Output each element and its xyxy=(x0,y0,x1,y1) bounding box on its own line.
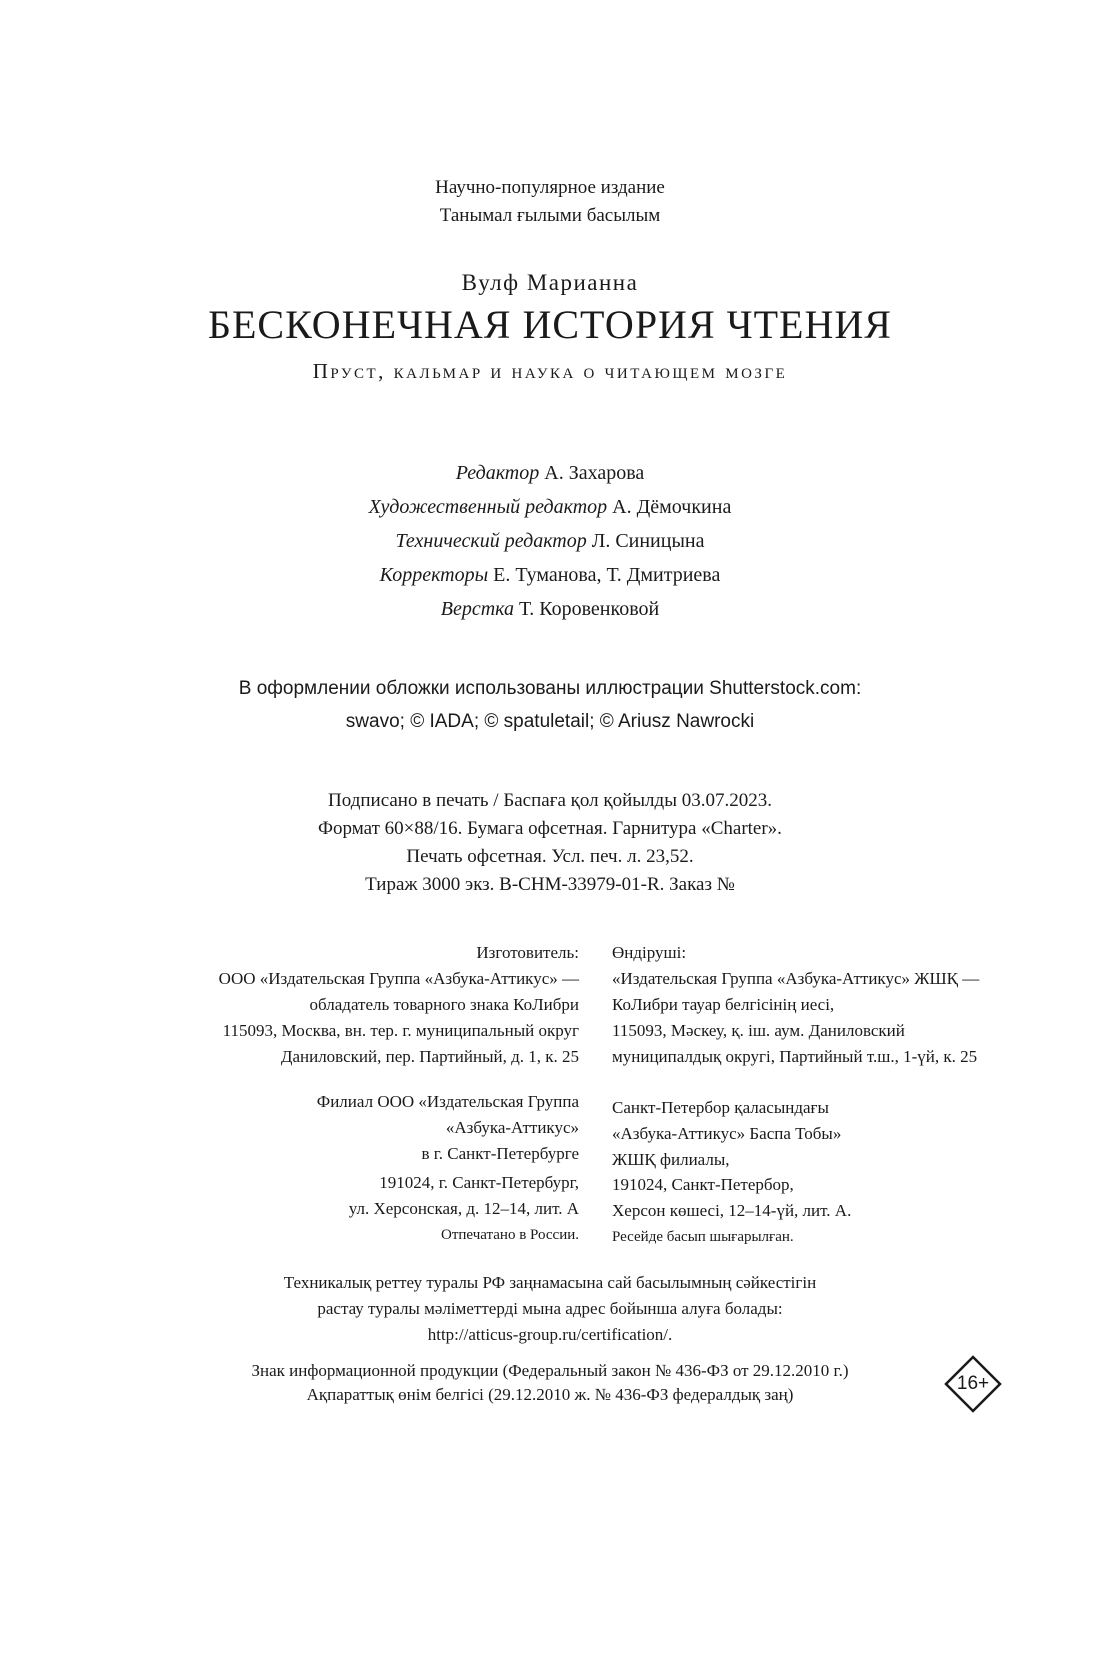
manufacturer-ru xyxy=(219,940,579,1070)
credit-role: Корректоры xyxy=(379,564,489,586)
manufacturer-ru-line: Даниловский, пер. Партийный, д. 1, к. 25 xyxy=(280,1047,579,1066)
series-line-kz: Танымал ғылыми басылым xyxy=(439,205,661,226)
manufacturer-ru-line: ООО «Издательская Группа «Азбука-Аттикус» — xyxy=(218,969,579,988)
credit-line xyxy=(0,558,1100,592)
credit-line xyxy=(0,490,1100,524)
manufacturer-kz-line: «Издательская Группа «Азбука-Аттикус» ЖШҚ — xyxy=(612,969,980,988)
age-rating-badge xyxy=(944,1355,1002,1413)
address-kz xyxy=(612,1172,851,1250)
address-kz-line: Херсон көшесі, 12–14-үй, лит. А. xyxy=(612,1201,852,1220)
credit-name: А. Дёмочкина xyxy=(607,496,732,518)
age-rating-label: 16+ xyxy=(956,1373,990,1394)
manufacturer-ru-line: Изготовитель: xyxy=(476,943,579,962)
info-product-line-ru: Знак информационной продукции (Федеральный закон № 436-ФЗ от 29.12.2010 г.) xyxy=(251,1361,849,1380)
certification-note xyxy=(0,1270,1100,1348)
credit-name: Л. Синицына xyxy=(586,530,705,552)
credit-line xyxy=(0,524,1100,558)
cover-credits-line: swavo; © IADA; © spatuletail; © Ariusz Nawrocki xyxy=(345,711,755,732)
credit-name: Т. Коровенковой xyxy=(514,598,660,620)
branch-kz-line: «Азбука-Аттикус» Баспа Тобы» xyxy=(612,1124,842,1143)
series-block xyxy=(0,174,1100,230)
print-line: Печать офсетная. Усл. печ. л. 23,52. xyxy=(406,846,694,867)
certification-line: Техникалық реттеу туралы РФ заңнамасына сай басылымның сәйкестігін xyxy=(283,1273,817,1292)
credits-block xyxy=(0,456,1100,626)
credit-name: Е. Туманова, Т. Дмитриева xyxy=(488,564,721,586)
cover-credits-line: В оформлении обложки использованы иллюстрации Shutterstock.com: xyxy=(238,678,862,699)
branch-ru xyxy=(317,1089,579,1167)
credit-role: Художественный редактор xyxy=(368,496,608,518)
print-line: Тираж 3000 экз. В-CHM-33979-01-R. Заказ № xyxy=(365,874,735,895)
manufacturer-kz-line: КоЛибри тауар белгісінің иесі, xyxy=(612,995,835,1014)
manufacturer-kz-line: Өндіруші: xyxy=(612,943,687,962)
certification-line: растау туралы мәліметтерді мына адрес бойынша алуға болады: xyxy=(317,1299,783,1318)
address-ru-line: 191024, г. Санкт-Петербург, xyxy=(379,1173,579,1192)
book-title: БЕСКОНЕЧНАЯ ИСТОРИЯ ЧТЕНИЯ xyxy=(208,302,892,347)
print-details xyxy=(0,787,1100,899)
book-subtitle: Пруст, кальмар и наука о читающем мозге xyxy=(312,359,788,383)
credit-line xyxy=(0,592,1100,626)
printed-in-russia: Отпечатано в России. xyxy=(441,1227,579,1243)
manufacturer-ru-line: обладатель товарного знака КоЛибри xyxy=(309,995,579,1014)
credit-role: Технический редактор xyxy=(395,530,587,552)
branch-kz xyxy=(612,1095,841,1173)
manufacturer-kz-line: муниципалдық округі, Партийный т.ш., 1-үй, к. 25 xyxy=(612,1047,978,1066)
credit-line xyxy=(0,456,1100,490)
print-line: Формат 60×88/16. Бумага офсетная. Гарнитура «Charter». xyxy=(318,818,782,839)
branch-ru-line: в г. Санкт-Петербурге xyxy=(421,1144,579,1163)
info-product-mark xyxy=(0,1359,1100,1407)
branch-kz-line: Санкт-Петербор қаласындағы xyxy=(612,1098,829,1117)
printed-in-russia-kz: Ресейде басып шығарылған. xyxy=(612,1229,794,1245)
branch-ru-line: «Азбука-Аттикус» xyxy=(445,1118,579,1137)
address-kz-line: 191024, Санкт-Петербор, xyxy=(612,1175,794,1194)
address-ru xyxy=(349,1170,579,1248)
cover-credits xyxy=(0,672,1100,738)
credit-role: Редактор xyxy=(455,462,540,484)
credit-name: А. Захарова xyxy=(539,462,645,484)
manufacturer-kz-line: 115093, Мәскеу, қ. іш. аум. Даниловский xyxy=(612,1021,905,1040)
manufacturer-ru-line: 115093, Москва, вн. тер. г. муниципальный округ xyxy=(222,1021,579,1040)
credit-role: Верстка xyxy=(440,598,515,620)
certification-url: http://atticus-group.ru/certification/. xyxy=(427,1325,673,1344)
print-line: Подписано в печать / Баспаға қол қойылды 03.07.2023. xyxy=(328,790,772,811)
branch-kz-line: ЖШҚ филиалы, xyxy=(612,1150,730,1169)
manufacturer-kz xyxy=(612,940,979,1070)
info-product-line-kz: Ақпараттық өнім белгісі (29.12.2010 ж. № 436-ФЗ федералдық заң) xyxy=(306,1385,794,1404)
address-ru-line: ул. Херсонская, д. 12–14, лит. А xyxy=(348,1199,579,1218)
author-name: Вулф Марианна xyxy=(461,270,639,295)
series-line-ru: Научно-популярное издание xyxy=(435,177,665,198)
branch-ru-line: Филиал ООО «Издательская Группа xyxy=(316,1092,579,1111)
